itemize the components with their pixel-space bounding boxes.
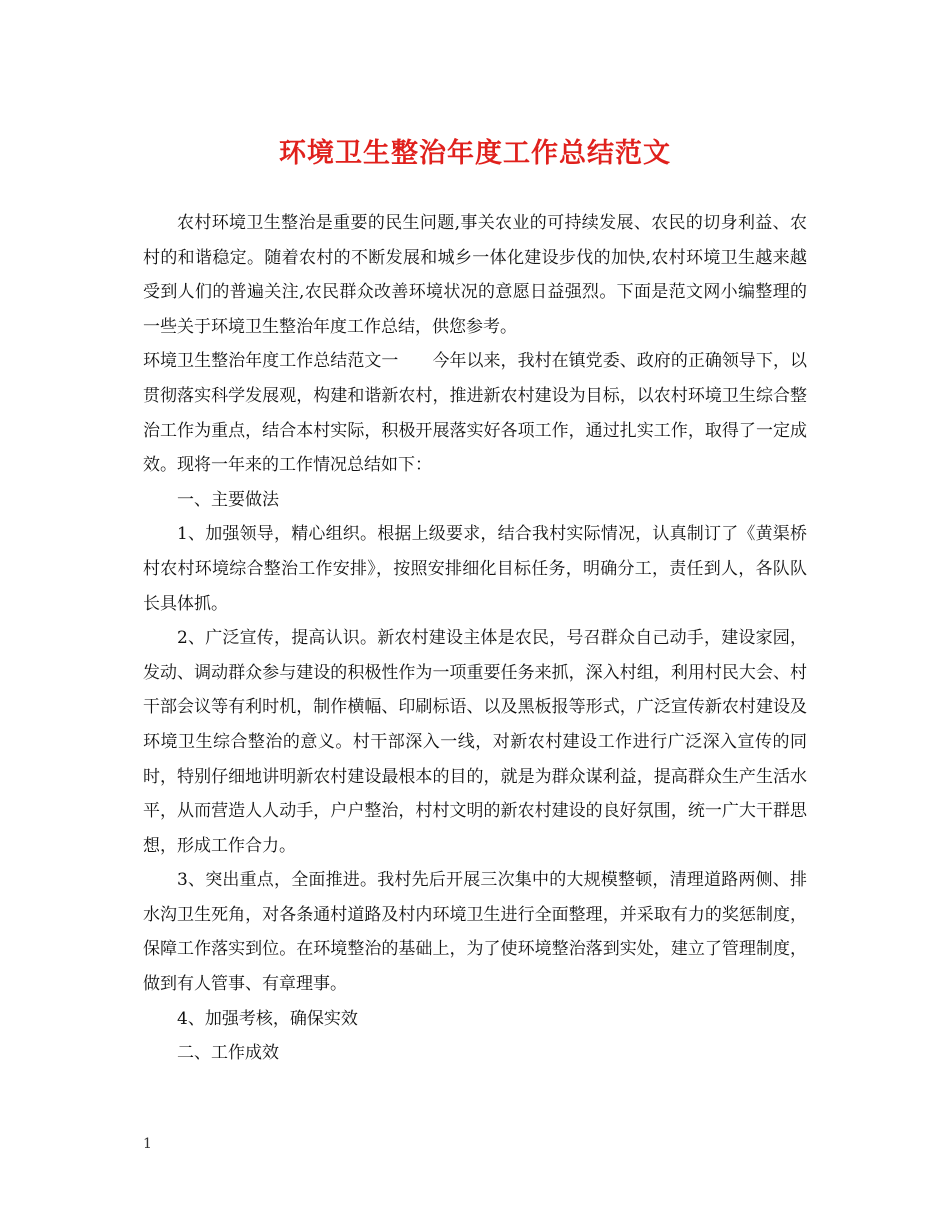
document-body (143, 206, 807, 1071)
document-title: 环境卫生整治年度工作总结范文 (279, 138, 671, 169)
paragraph-sample-one: 环境卫生整治年度工作总结范文一 今年以来，我村在镇党委、政府的正确领导下，以贯彻落实科学发展观，构建和谐新农村，推进新农村建设为目标，以农村环境卫生综合整治工作为重点，结合本村实际，积极开展落实好各项工作，通过扎实工作，取得了一定成效。现将一年来的工作情况总结如下： (143, 351, 807, 476)
paragraph-item-3: 3、突出重点，全面推进。我村先后开展三次集中的大规模整顿，清理道路两侧、排水沟卫生死角，对各条通村道路及村内环境卫生进行全面整理，并采取有力的奖惩制度，保障工作落实到位。在环境整治的基础上，为了使环境整治落到实处，建立了管理制度，做到有人管事、有章理事。 (143, 870, 807, 995)
paragraph-intro: 农村环境卫生整治是重要的民生问题,事关农业的可持续发展、农民的切身利益、农村的和谐稳定。随着农村的不断发展和城乡一体化建设步伐的加快,农村环境卫生越来越受到人们的普遍关注,农民群众改善环境状况的意愿日益强烈。下面是范文网小编整理的一些关于环境卫生整治年度工作总结，供您参考。 (143, 213, 807, 337)
paragraph-item-1: 1、加强领导，精心组织。根据上级要求，结合我村实际情况，认真制订了《黄渠桥村农村环境综合整治工作安排》，按照安排细化目标任务，明确分工，责任到人，各队队长具体抓。 (143, 524, 807, 614)
paragraph-item-2: 2、广泛宣传，提高认识。新农村建设主体是农民，号召群众自己动手，建设家园，发动、调动群众参与建设的积极性作为一项重要任务来抓，深入村组，利用村民大会、村干部会议等有利时机，制作横幅、印刷标语、以及黑板报等形式，广泛宣传新农村建设及环境卫生综合整治的意义。村干部深入一线，对新农村建设工作进行广泛深入宣传的同时，特别仔细地讲明新农村建设最根本的目的，就是为群众谋利益，提高群众生产生活水平，从而营造人人动手，户户整治，村村文明的新农村建设的良好氛围，统一广大干群思想，形成工作合力。 (143, 628, 807, 856)
section-heading-results: 二、工作成效 (177, 1043, 279, 1064)
page-number: 1 (143, 1136, 152, 1152)
section-heading-main-practices: 一、主要做法 (177, 489, 279, 510)
paragraph-item-4: 4、加强考核，确保实效 (177, 1008, 358, 1029)
